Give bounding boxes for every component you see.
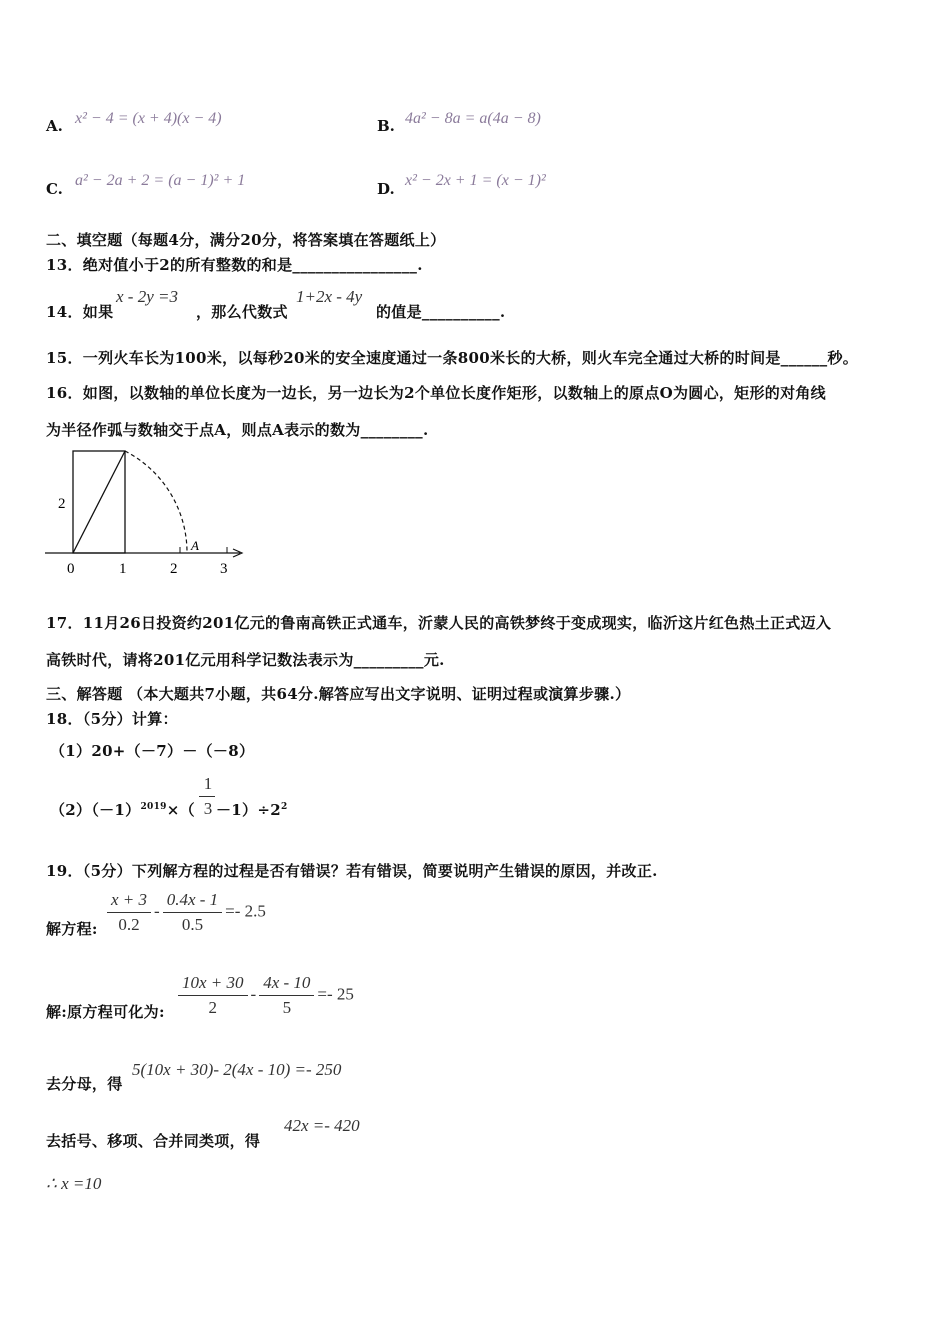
option-b-expression: 4a² − 8a = a(4a − 8): [405, 110, 541, 127]
question-17-line1: 17．11月26日投资约201亿元的鲁南高铁正式通车，沂蒙人民的高铁梦终于变成现实，临沂这片红色热土正式迈入: [46, 614, 832, 632]
step2-label: 去分母，得: [46, 1075, 123, 1093]
question-14-middle: ，那么代数式: [196, 303, 288, 321]
question-14-condition: x - 2y =3: [116, 287, 178, 306]
option-c-label: C.: [46, 180, 63, 198]
question-18-part2-tail: $-1)\div 2^2$: [216, 801, 288, 819]
fraction-numerator: 1: [203, 774, 213, 793]
tick-label: 2: [170, 561, 178, 577]
exponent: 2019: [140, 802, 167, 812]
diagonal: [73, 451, 125, 553]
question-18-title: 18．（5分）计算：: [46, 710, 178, 728]
equation-4: 42x =- 420: [284, 1116, 360, 1135]
question-13: 13．绝对值小于2的所有整数的和是________________.: [46, 256, 423, 274]
step1-label: 解:原方程可化为:: [46, 1003, 165, 1021]
question-15: 15．一列火车长为100米，以每秒20米的安全速度通过一条800米长的大桥，则火车完全通过大桥的时间是______秒。: [46, 349, 859, 367]
tick-label: 1: [119, 561, 127, 577]
question-18-part1: （1）20+（－7）－（－8）: [50, 742, 255, 760]
question-16-line2: 为半径作弧与数轴交于点A，则点A表示的数为________.: [46, 421, 429, 439]
step3-label: 去括号、移项、合并同类项，得: [46, 1132, 261, 1150]
tick-label: 0: [67, 561, 75, 577]
point-a-label: A: [191, 538, 199, 553]
equation-1: $\frac{x + 3}{0.2}$ - $\frac{0.4x - 1}{0.5}$ =- 2.5: [104, 890, 266, 935]
equation-2: $\frac{10x + 30}{2}$ - $\frac{4x - 10}{5}$ =- 25: [175, 973, 354, 1018]
question-14-suffix: 的值是__________.: [376, 303, 506, 321]
section2-title: 二、填空题（每题4分，满分20分，将答案填在答题纸上）: [46, 231, 446, 249]
arc: [125, 451, 187, 553]
fraction-bar: [199, 796, 215, 797]
equation-3: 5(10x + 30)- 2(4x - 10) =- 250: [132, 1060, 342, 1079]
option-b-label: B.: [377, 117, 395, 135]
question-14-expression: 1+2x - 4y: [296, 287, 363, 306]
option-d-expression: x² − 2x + 1 = (x − 1)²: [405, 172, 546, 189]
section3-title: 三、解答题 （本大题共7小题，共64分.解答应写出文字说明、证明过程或演算步骤.）: [46, 685, 631, 703]
number-line-figure: [40, 443, 255, 578]
question-17-line2: 高铁时代，请将201亿元用科学记数法表示为_________元.: [46, 651, 445, 669]
fraction-denominator: 3: [203, 799, 213, 818]
option-d-label: D.: [377, 180, 395, 198]
question-16-line1: 16．如图，以数轴的单位长度为一边长，另一边长为2个单位长度作矩形，以数轴上的原点O为圆心，矩形的对角线: [46, 384, 826, 402]
conclusion: ∴ x =10: [46, 1174, 102, 1193]
question-19-title: 19．（5分）下列解方程的过程是否有错误？若有错误，简要说明产生错误的原因，并改正.: [46, 862, 658, 880]
height-label: 2: [58, 496, 66, 512]
question-14-prefix: 14．如果: [46, 303, 114, 321]
option-c-expression: a² − 2a + 2 = (a − 1)² + 1: [75, 172, 246, 189]
solve-label: 解方程:: [46, 920, 98, 938]
option-a-label: A.: [46, 117, 63, 135]
option-a-expression: x² − 4 = (x + 4)(x − 4): [75, 110, 222, 127]
tick-label: 3: [220, 561, 228, 577]
question-18-part2: $(2)(-1)^{2019}\times$（: [50, 801, 195, 819]
